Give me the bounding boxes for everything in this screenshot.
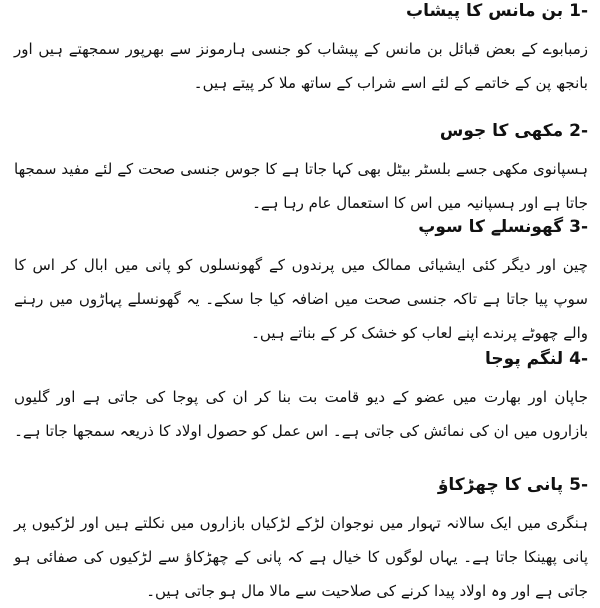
section-5-heading: -5 پانی کا چھڑکاؤ xyxy=(437,475,588,495)
section-5 xyxy=(14,474,588,608)
section-1 xyxy=(14,0,588,100)
section-1-heading: -1 بن مانس کا پیشاب xyxy=(406,1,588,21)
section-4-text: جاپان اور بھارت میں عضو کے دیو قامت بت بنا کر ان کی پوجا کی جاتی ہے اور گلیوں بازاروں میں ان کی نمائش کی جاتی ہے۔ اس عمل کو حصول اولاد کا ذریعہ سمجھا جاتا ہے۔ xyxy=(14,388,588,440)
section-2-heading: -2 مکھی کا جوس xyxy=(439,121,588,141)
section-1-text: زمبابوے کے بعض قبائل بن مانس کے پیشاب کو جنسی ہارمونز سے بھرپور سمجھتے ہیں اور بانجھ پن کے خاتمے کے لئے اسے شراب کے ساتھ ملا کر پیتے ہیں۔ xyxy=(14,40,588,92)
section-4 xyxy=(14,348,588,448)
section-2-text: ہسپانوی مکھی جسے بلسٹر بیٹل بھی کہا جاتا ہے کا جوس جنسی صحت کے لئے مفید سمجھا جاتا ہے اور ہسپانیہ میں اس کا استعمال عام رہا ہے۔ xyxy=(14,160,588,212)
section-3-text: چین اور دیگر کئی ایشیائی ممالک میں پرندوں کے گھونسلوں کو پانی میں ابال کر اس کا سوپ پیا جاتا ہے تاکہ جنسی صحت میں اضافہ کیا جا سکے۔ یہ گھونسلے پہاڑوں میں رہنے والے چھوٹے پرندے اپنے لعاب کو خشک کر کے بناتے ہیں۔ xyxy=(14,256,588,342)
section-3-heading: -3 گھونسلے کا سوپ xyxy=(418,217,588,237)
section-5-text: ہنگری میں ایک سالانہ تہوار میں نوجوان لڑکے لڑکیاں بازاروں میں نکلتے ہیں اور لڑکیوں پر پانی پھینکا جاتا ہے۔ یہاں لوگوں کا خیال ہے کہ پانی کے چھڑکاؤ سے لڑکیوں کی صفائی ہو جاتی ہے اور وہ اولاد پیدا کرنے کی صلاحیت سے مالا مال ہو جاتی ہیں۔ xyxy=(14,514,588,600)
section-2 xyxy=(14,120,588,220)
section-3 xyxy=(14,216,588,350)
section-4-heading: -4 لنگم پوجا xyxy=(485,349,588,369)
